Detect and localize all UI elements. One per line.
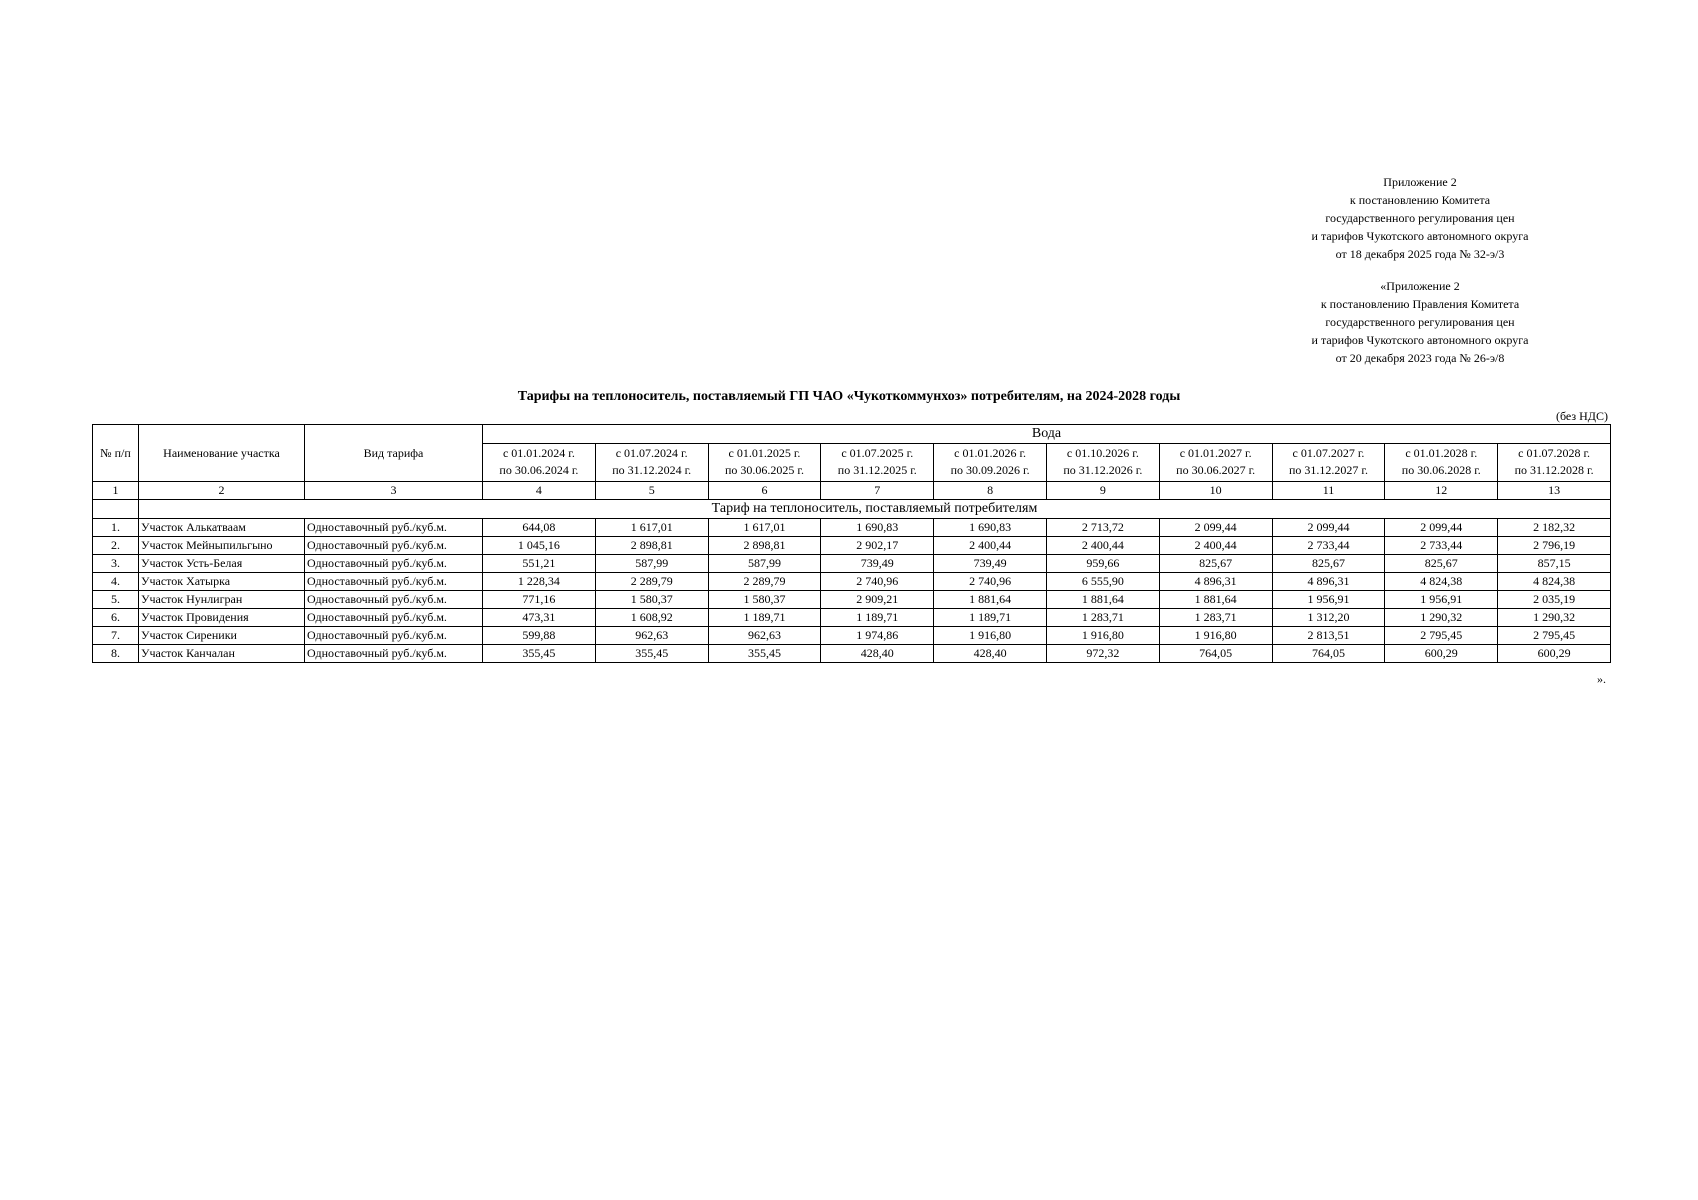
- tariff-value: 825,67: [1159, 555, 1272, 573]
- header-name: Наименование участка: [139, 425, 305, 482]
- table-row: [93, 645, 1611, 663]
- tariff-value: 4 824,38: [1498, 573, 1611, 591]
- tariff-value: 2 740,96: [821, 573, 934, 591]
- site-name: Участок Сиреники: [139, 627, 305, 645]
- table-row: [93, 537, 1611, 555]
- site-name: Участок Мейныпильгыно: [139, 537, 305, 555]
- tariff-value: 1 290,32: [1385, 609, 1498, 627]
- tariff-value: 1 956,91: [1272, 591, 1385, 609]
- column-number: 10: [1159, 482, 1272, 500]
- tariff-value: 644,08: [483, 519, 596, 537]
- tariff-value: 428,40: [934, 645, 1047, 663]
- tariff-value: 428,40: [821, 645, 934, 663]
- column-number: 6: [708, 482, 821, 500]
- tariff-value: 2 289,79: [595, 573, 708, 591]
- row-number: 4.: [93, 573, 139, 591]
- tariff-value: 2 733,44: [1272, 537, 1385, 555]
- tariff-value: 587,99: [708, 555, 821, 573]
- tariff-value: 771,16: [483, 591, 596, 609]
- tariff-value: 6 555,90: [1046, 573, 1159, 591]
- tariff-value: 1 045,16: [483, 537, 596, 555]
- column-number-row: [93, 482, 1611, 500]
- tariff-table: [92, 424, 1611, 663]
- tariff-value: 1 189,71: [708, 609, 821, 627]
- tariff-value: 2 400,44: [934, 537, 1047, 555]
- tariff-value: 4 896,31: [1159, 573, 1272, 591]
- site-name: Участок Усть-Белая: [139, 555, 305, 573]
- tariff-value: 1 290,32: [1498, 609, 1611, 627]
- column-number: 1: [93, 482, 139, 500]
- annex-current-header: [1270, 173, 1570, 263]
- table-row: [93, 627, 1611, 645]
- period-header: с 01.07.2024 г. по 31.12.2024 г.: [595, 443, 708, 481]
- tariff-value: 2 898,81: [708, 537, 821, 555]
- tariff-value: 962,63: [708, 627, 821, 645]
- site-name: Участок Нунлигран: [139, 591, 305, 609]
- tariff-type: Одноставочный руб./куб.м.: [305, 519, 483, 537]
- tariff-value: 2 099,44: [1272, 519, 1385, 537]
- row-number: 5.: [93, 591, 139, 609]
- tariff-value: 2 400,44: [1159, 537, 1272, 555]
- tariff-value: 2 909,21: [821, 591, 934, 609]
- site-name: Участок Провидения: [139, 609, 305, 627]
- period-header: с 01.01.2024 г. по 30.06.2024 г.: [483, 443, 596, 481]
- tariff-value: 1 916,80: [1159, 627, 1272, 645]
- header-tariff-type: Вид тарифа: [305, 425, 483, 482]
- closing-quote-mark: ».: [1597, 672, 1606, 686]
- period-header: с 01.10.2026 г. по 31.12.2026 г.: [1046, 443, 1159, 481]
- annex-line: государственного регулирования цен: [1325, 211, 1515, 225]
- tariff-value: 2 796,19: [1498, 537, 1611, 555]
- tariff-value: 739,49: [821, 555, 934, 573]
- tariff-value: 355,45: [595, 645, 708, 663]
- tariff-type: Одноставочный руб./куб.м.: [305, 537, 483, 555]
- table-row: [93, 555, 1611, 573]
- tariff-value: 599,88: [483, 627, 596, 645]
- column-number: 9: [1046, 482, 1159, 500]
- tariff-type: Одноставочный руб./куб.м.: [305, 645, 483, 663]
- tariff-value: 1 283,71: [1159, 609, 1272, 627]
- tariff-value: 2 795,45: [1385, 627, 1498, 645]
- tariff-value: 2 099,44: [1159, 519, 1272, 537]
- tariff-value: 2 099,44: [1385, 519, 1498, 537]
- table-row: [93, 519, 1611, 537]
- tariff-value: 1 189,71: [934, 609, 1047, 627]
- tariff-value: 1 916,80: [1046, 627, 1159, 645]
- tariff-value: 2 289,79: [708, 573, 821, 591]
- tariff-value: 764,05: [1272, 645, 1385, 663]
- section-row: [93, 500, 1611, 519]
- tariff-value: 1 312,20: [1272, 609, 1385, 627]
- tariff-value: 1 228,34: [483, 573, 596, 591]
- tariff-value: 2 898,81: [595, 537, 708, 555]
- tariff-value: 764,05: [1159, 645, 1272, 663]
- vat-note: (без НДС): [1555, 409, 1608, 423]
- tariff-table-container: [92, 424, 1610, 663]
- column-number: 2: [139, 482, 305, 500]
- column-number: 11: [1272, 482, 1385, 500]
- site-name: Участок Хатырка: [139, 573, 305, 591]
- tariff-value: 1 974,86: [821, 627, 934, 645]
- annex-line: «Приложение 2: [1380, 279, 1460, 293]
- annex-line: Приложение 2: [1383, 175, 1457, 189]
- annex-previous-header: [1270, 277, 1570, 367]
- tariff-value: 1 881,64: [1046, 591, 1159, 609]
- tariff-value: 2 182,32: [1498, 519, 1611, 537]
- tariff-value: 2 035,19: [1498, 591, 1611, 609]
- tariff-type: Одноставочный руб./куб.м.: [305, 573, 483, 591]
- tariff-value: 972,32: [1046, 645, 1159, 663]
- annex-line: к постановлению Комитета: [1349, 193, 1491, 207]
- table-row: [93, 609, 1611, 627]
- tariff-value: 1 690,83: [821, 519, 934, 537]
- column-number: 5: [595, 482, 708, 500]
- period-header: с 01.01.2027 г. по 30.06.2027 г.: [1159, 443, 1272, 481]
- row-number: 7.: [93, 627, 139, 645]
- tariff-type: Одноставочный руб./куб.м.: [305, 591, 483, 609]
- period-header: с 01.01.2025 г. по 30.06.2025 г.: [708, 443, 821, 481]
- column-number: 7: [821, 482, 934, 500]
- tariff-value: 2 400,44: [1046, 537, 1159, 555]
- annex-line: к постановлению Правления Комитета: [1320, 297, 1520, 311]
- period-header: с 01.01.2028 г. по 30.06.2028 г.: [1385, 443, 1498, 481]
- tariff-value: 355,45: [708, 645, 821, 663]
- tariff-value: 739,49: [934, 555, 1047, 573]
- header-water: Вода: [483, 425, 1611, 444]
- tariff-value: 2 795,45: [1498, 627, 1611, 645]
- column-number: 3: [305, 482, 483, 500]
- document-title: Тарифы на теплоноситель, поставляемый ГП ЧАО «Чукоткоммунхоз» потребителям, на 2024-2028 годы: [517, 389, 1181, 404]
- tariff-value: 959,66: [1046, 555, 1159, 573]
- column-number: 13: [1498, 482, 1611, 500]
- tariff-value: 1 580,37: [595, 591, 708, 609]
- tariff-value: 600,29: [1498, 645, 1611, 663]
- section-title: Тариф на теплоноситель, поставляемый потребителям: [139, 500, 1611, 519]
- tariff-type: Одноставочный руб./куб.м.: [305, 609, 483, 627]
- tariff-value: 551,21: [483, 555, 596, 573]
- period-header: с 01.01.2026 г. по 30.09.2026 г.: [934, 443, 1047, 481]
- annex-line: государственного регулирования цен: [1325, 315, 1515, 329]
- tariff-value: 962,63: [595, 627, 708, 645]
- tariff-value: 857,15: [1498, 555, 1611, 573]
- row-number: 2.: [93, 537, 139, 555]
- column-number: 4: [483, 482, 596, 500]
- period-header: с 01.07.2027 г. по 31.12.2027 г.: [1272, 443, 1385, 481]
- annex-line: от 20 декабря 2023 года № 26-э/8: [1335, 351, 1505, 365]
- tariff-value: 1 580,37: [708, 591, 821, 609]
- tariff-value: 1 690,83: [934, 519, 1047, 537]
- tariff-value: 825,67: [1272, 555, 1385, 573]
- header-number: № п/п: [93, 425, 139, 482]
- section-blank-cell: [93, 500, 139, 519]
- tariff-value: 2 733,44: [1385, 537, 1498, 555]
- tariff-value: 1 956,91: [1385, 591, 1498, 609]
- tariff-value: 2 713,72: [1046, 519, 1159, 537]
- tariff-value: 2 740,96: [934, 573, 1047, 591]
- row-number: 1.: [93, 519, 139, 537]
- table-row: [93, 573, 1611, 591]
- tariff-value: 825,67: [1385, 555, 1498, 573]
- tariff-type: Одноставочный руб./куб.м.: [305, 555, 483, 573]
- site-name: Участок Канчалан: [139, 645, 305, 663]
- period-header: с 01.07.2025 г. по 31.12.2025 г.: [821, 443, 934, 481]
- tariff-value: 473,31: [483, 609, 596, 627]
- tariff-value: 600,29: [1385, 645, 1498, 663]
- tariff-value: 4 896,31: [1272, 573, 1385, 591]
- tariff-value: 1 608,92: [595, 609, 708, 627]
- tariff-value: 4 824,38: [1385, 573, 1498, 591]
- tariff-type: Одноставочный руб./куб.м.: [305, 627, 483, 645]
- annex-line: и тарифов Чукотского автономного округа: [1311, 229, 1529, 243]
- annex-line: от 18 декабря 2025 года № 32-э/3: [1335, 247, 1505, 261]
- tariff-value: 587,99: [595, 555, 708, 573]
- tariff-value: 2 902,17: [821, 537, 934, 555]
- tariff-value: 1 189,71: [821, 609, 934, 627]
- period-header: с 01.07.2028 г. по 31.12.2028 г.: [1498, 443, 1611, 481]
- site-name: Участок Алькатваам: [139, 519, 305, 537]
- tariff-value: 1 916,80: [934, 627, 1047, 645]
- tariff-value: 1 617,01: [595, 519, 708, 537]
- tariff-value: 355,45: [483, 645, 596, 663]
- tariff-value: 1 617,01: [708, 519, 821, 537]
- row-number: 6.: [93, 609, 139, 627]
- table-row: [93, 591, 1611, 609]
- row-number: 8.: [93, 645, 139, 663]
- tariff-value: 1 881,64: [1159, 591, 1272, 609]
- tariff-value: 1 881,64: [934, 591, 1047, 609]
- tariff-value: 1 283,71: [1046, 609, 1159, 627]
- row-number: 3.: [93, 555, 139, 573]
- column-number: 8: [934, 482, 1047, 500]
- annex-line: и тарифов Чукотского автономного округа: [1311, 333, 1529, 347]
- tariff-value: 2 813,51: [1272, 627, 1385, 645]
- column-number: 12: [1385, 482, 1498, 500]
